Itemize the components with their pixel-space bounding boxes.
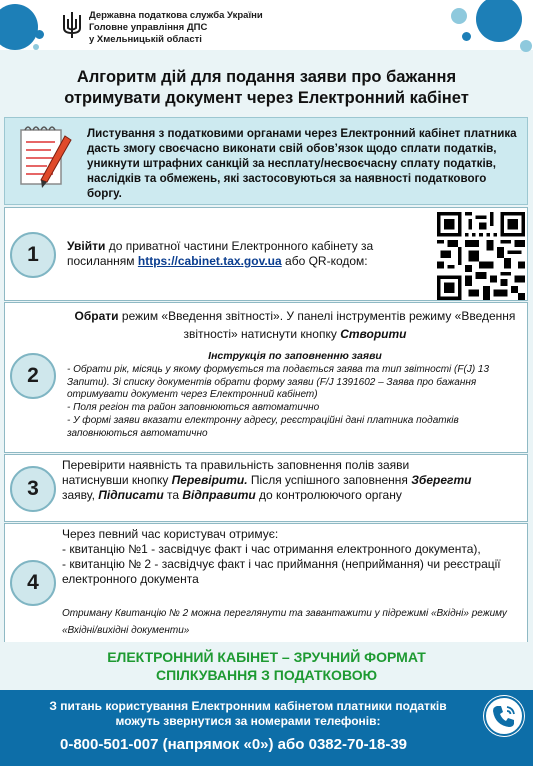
- save-button-label: Зберегти: [411, 473, 472, 487]
- organization-name: [89, 10, 263, 46]
- step-line: - квитанцію №1 - засвідчує факт і час отримання електронного документа),: [62, 542, 481, 556]
- phone-icon: [483, 695, 525, 737]
- step-2: [4, 302, 528, 453]
- step-4: [4, 523, 528, 642]
- step-text-part: або QR-кодом:: [281, 254, 368, 268]
- decor-dot: [0, 4, 38, 50]
- slogan-line: ЕЛЕКТРОННИЙ КАБІНЕТ – ЗРУЧНИЙ ФОРМАТ: [107, 649, 426, 665]
- step-text: [67, 239, 427, 269]
- decor-dot: [35, 30, 44, 39]
- decor-dot: [476, 0, 522, 42]
- org-line: у Хмельницькій області: [89, 34, 202, 45]
- step-number: 3: [10, 466, 56, 512]
- sign-button-label: Підписати: [98, 488, 164, 502]
- step-text: [62, 458, 472, 503]
- step-1: [4, 207, 528, 301]
- notepad-pen-icon: [15, 122, 75, 192]
- create-button-label: Створити: [340, 327, 407, 341]
- org-line: Державна податкова служба України: [89, 10, 263, 21]
- step-text: [67, 307, 523, 343]
- step-number: 2: [10, 353, 56, 399]
- instruction-item: - У формі заяви вказати електронну адресу, реєстраційні дані платника податків заповнюються автоматично: [67, 415, 459, 439]
- cabinet-link[interactable]: https://cabinet.tax.gov.ua: [137, 254, 282, 268]
- step-text-part: Після успішного заповнення: [247, 473, 412, 487]
- title-line: отримувати документ через Електронний кабінет: [64, 89, 469, 107]
- step-number: 4: [10, 560, 56, 606]
- step-text-part: до приватної частини Електронного кабінету за посиланням: [67, 239, 374, 268]
- phone-numbers[interactable]: 0-800-501-007 (напрямок «0») або 0382-70-18-39: [60, 736, 408, 753]
- step-line: - квитанцію № 2 - засвідчує факт і час приймання (неприймання) чи реєстрації електронного документа: [62, 557, 501, 586]
- step-number: 1: [10, 232, 56, 278]
- qr-code[interactable]: [437, 212, 525, 300]
- send-button-label: Відправити: [182, 488, 256, 502]
- contact-footer: [0, 690, 533, 766]
- check-button-label: Перевірити.: [171, 473, 248, 487]
- step-action: Обрати: [74, 309, 119, 323]
- org-line: Головне управління ДПС: [89, 22, 208, 33]
- decor-dot: [520, 40, 532, 52]
- page-title: [0, 67, 533, 109]
- step-note: Отриману Квитанцію № 2 можна переглянути та завантажити у підрежимі «Вхідні» режиму «Вхідні/вихідні документи»: [62, 608, 507, 636]
- intro-text: Листування з податковими органами через Електронний кабінет платника дасть змогу своєчасно виконати свій обов’язок щодо сплати податків, уникнути штрафних санкцій за несплату/несвоєчасну сплату податків, наслідків та обмежень, які застосовуються за наявності податкового боргу.: [87, 127, 517, 200]
- step-line: Через певний час користувач отримує:: [62, 527, 279, 541]
- contact-text: З питань користування Електронним кабінетом платники податків можуть звернутися за номерами телефонів:: [49, 699, 447, 728]
- decor-dot: [451, 8, 467, 24]
- intro-panel: [4, 117, 528, 205]
- slogan: [0, 648, 533, 684]
- instruction-item: - Поля регіон та район заповнюються автоматично: [67, 402, 320, 413]
- instruction-title: Інструкція по заповненню заяви: [208, 350, 382, 362]
- step-text-part: до контролюючого органу: [255, 488, 402, 502]
- decor-dot: [462, 32, 471, 41]
- title-line: Алгоритм дій для подання заяви про бажання: [76, 68, 457, 86]
- instruction-item: - Обрати рік, місяць у якому формується та подається заява та тип звітності (F(J) 13 Запити). Зі списку документів обрати форму заяви (F/J 1391602 – Заява про бажання отримувати документ через Електронний кабінет): [67, 364, 490, 400]
- step-3: [4, 454, 528, 522]
- step-text-part: режим «Введення звітності». У панелі інструментів режиму «Введення звітності» натиснути кнопку: [118, 309, 516, 341]
- step-action: Увійти: [67, 239, 106, 253]
- step-text-part: заяву,: [62, 488, 99, 502]
- step-text-part: Перевірити наявність та правильність заповнення полів заяви натиснувши кнопку: [62, 458, 410, 487]
- slogan-line: СПІЛКУВАННЯ З ПОДАТКОВОЮ: [155, 667, 378, 683]
- step-text-part: та: [163, 488, 183, 502]
- header: [0, 0, 533, 50]
- step-text: [62, 527, 512, 587]
- trident-emblem-icon: [61, 11, 83, 39]
- decor-dot: [33, 44, 39, 50]
